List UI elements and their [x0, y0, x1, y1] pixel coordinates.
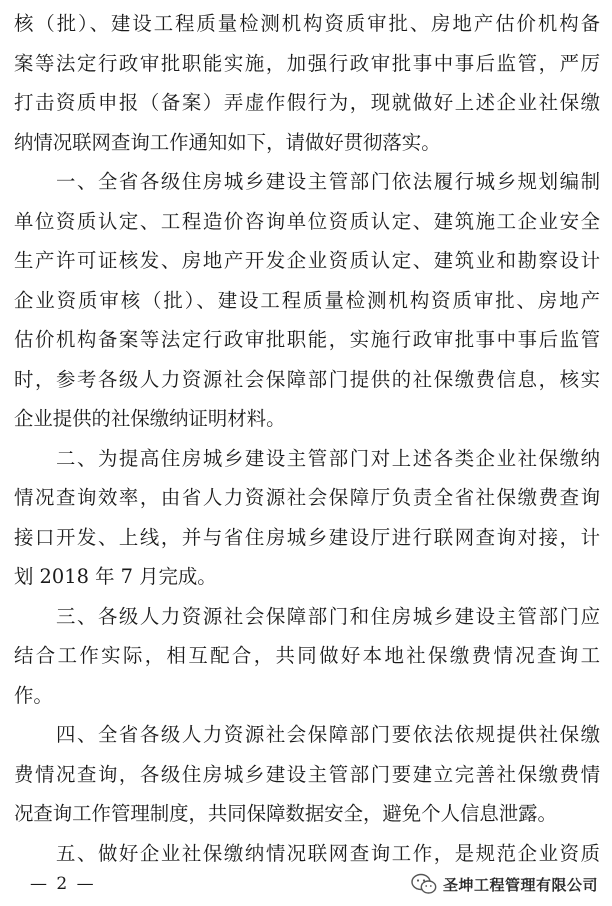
- text-line: 纳情况联网查询工作通知如下，请做好贯彻落实。: [14, 130, 441, 154]
- watermark: [411, 870, 598, 898]
- text-line: 结合工作实际，相互配合，共同做好本地社保缴费情况查询工: [14, 644, 600, 667]
- wechat-icon: [411, 873, 437, 895]
- text-line: 五、做好企业社保缴纳情况联网查询工作，是规范企业资质: [14, 841, 600, 865]
- page-footer: [0, 868, 612, 904]
- text-line: 费情况查询，各级住房城乡建设主管部门要建立完善社保缴费情: [14, 762, 600, 786]
- text-line: 三、各级人力资源社会保障部门和住房城乡建设主管部门应: [14, 604, 600, 628]
- text-line: 企业资质审核（批）、建设工程质量检测机构资质审批、房地产: [14, 288, 600, 312]
- text-line: 接口开发、上线，并与省住房城乡建设厅进行联网查询对接，计: [14, 525, 600, 549]
- text-line: 核（批）、建设工程质量检测机构资质审批、房地产估价机构备: [14, 12, 600, 35]
- text-line: 时，参考各级人力资源社会保障部门提供的社保缴费信息，核实: [14, 367, 600, 391]
- text-line: 四、全省各级人力资源社会保障部门要依法依规提供社保缴: [14, 723, 600, 746]
- text-line: 一、全省各级住房城乡建设主管部门依法履行城乡规划编制: [14, 170, 600, 193]
- text-line: 企业提供的社保缴纳证明材料。: [14, 407, 286, 430]
- text-line: 估价机构备案等法定行政审批职能，实施行政审批事中事后监管: [14, 328, 600, 351]
- text-line: 单位资质认定、工程造价咨询单位资质认定、建筑施工企业安全: [14, 209, 600, 233]
- page-number: — 2 —: [30, 874, 96, 894]
- text-line: 二、为提高住房城乡建设主管部门对上述各类企业社保缴纳: [14, 446, 600, 470]
- text-line: 况查询工作管理制度，共同保障数据安全，避免个人信息泄露。: [14, 802, 557, 825]
- document-body: [14, 4, 600, 873]
- text-line: 作。: [14, 683, 53, 707]
- text-line: 生产许可证核发、房地产开发企业资质认定、建筑业和勘察设计: [14, 249, 600, 272]
- text-line: 情况查询效率，由省人力资源社会保障厅负责全省社保缴费查询: [14, 486, 600, 509]
- text-line: 打击资质申报（备案）弄虚作假行为，现就做好上述企业社保缴: [14, 91, 600, 114]
- text-line: 案等法定行政审批职能实施，加强行政审批事中事后监管，严厉: [14, 51, 600, 75]
- watermark-text: 圣坤工程管理有限公司: [442, 875, 598, 894]
- text-line: 划 2018 年 7 月完成。: [14, 565, 217, 588]
